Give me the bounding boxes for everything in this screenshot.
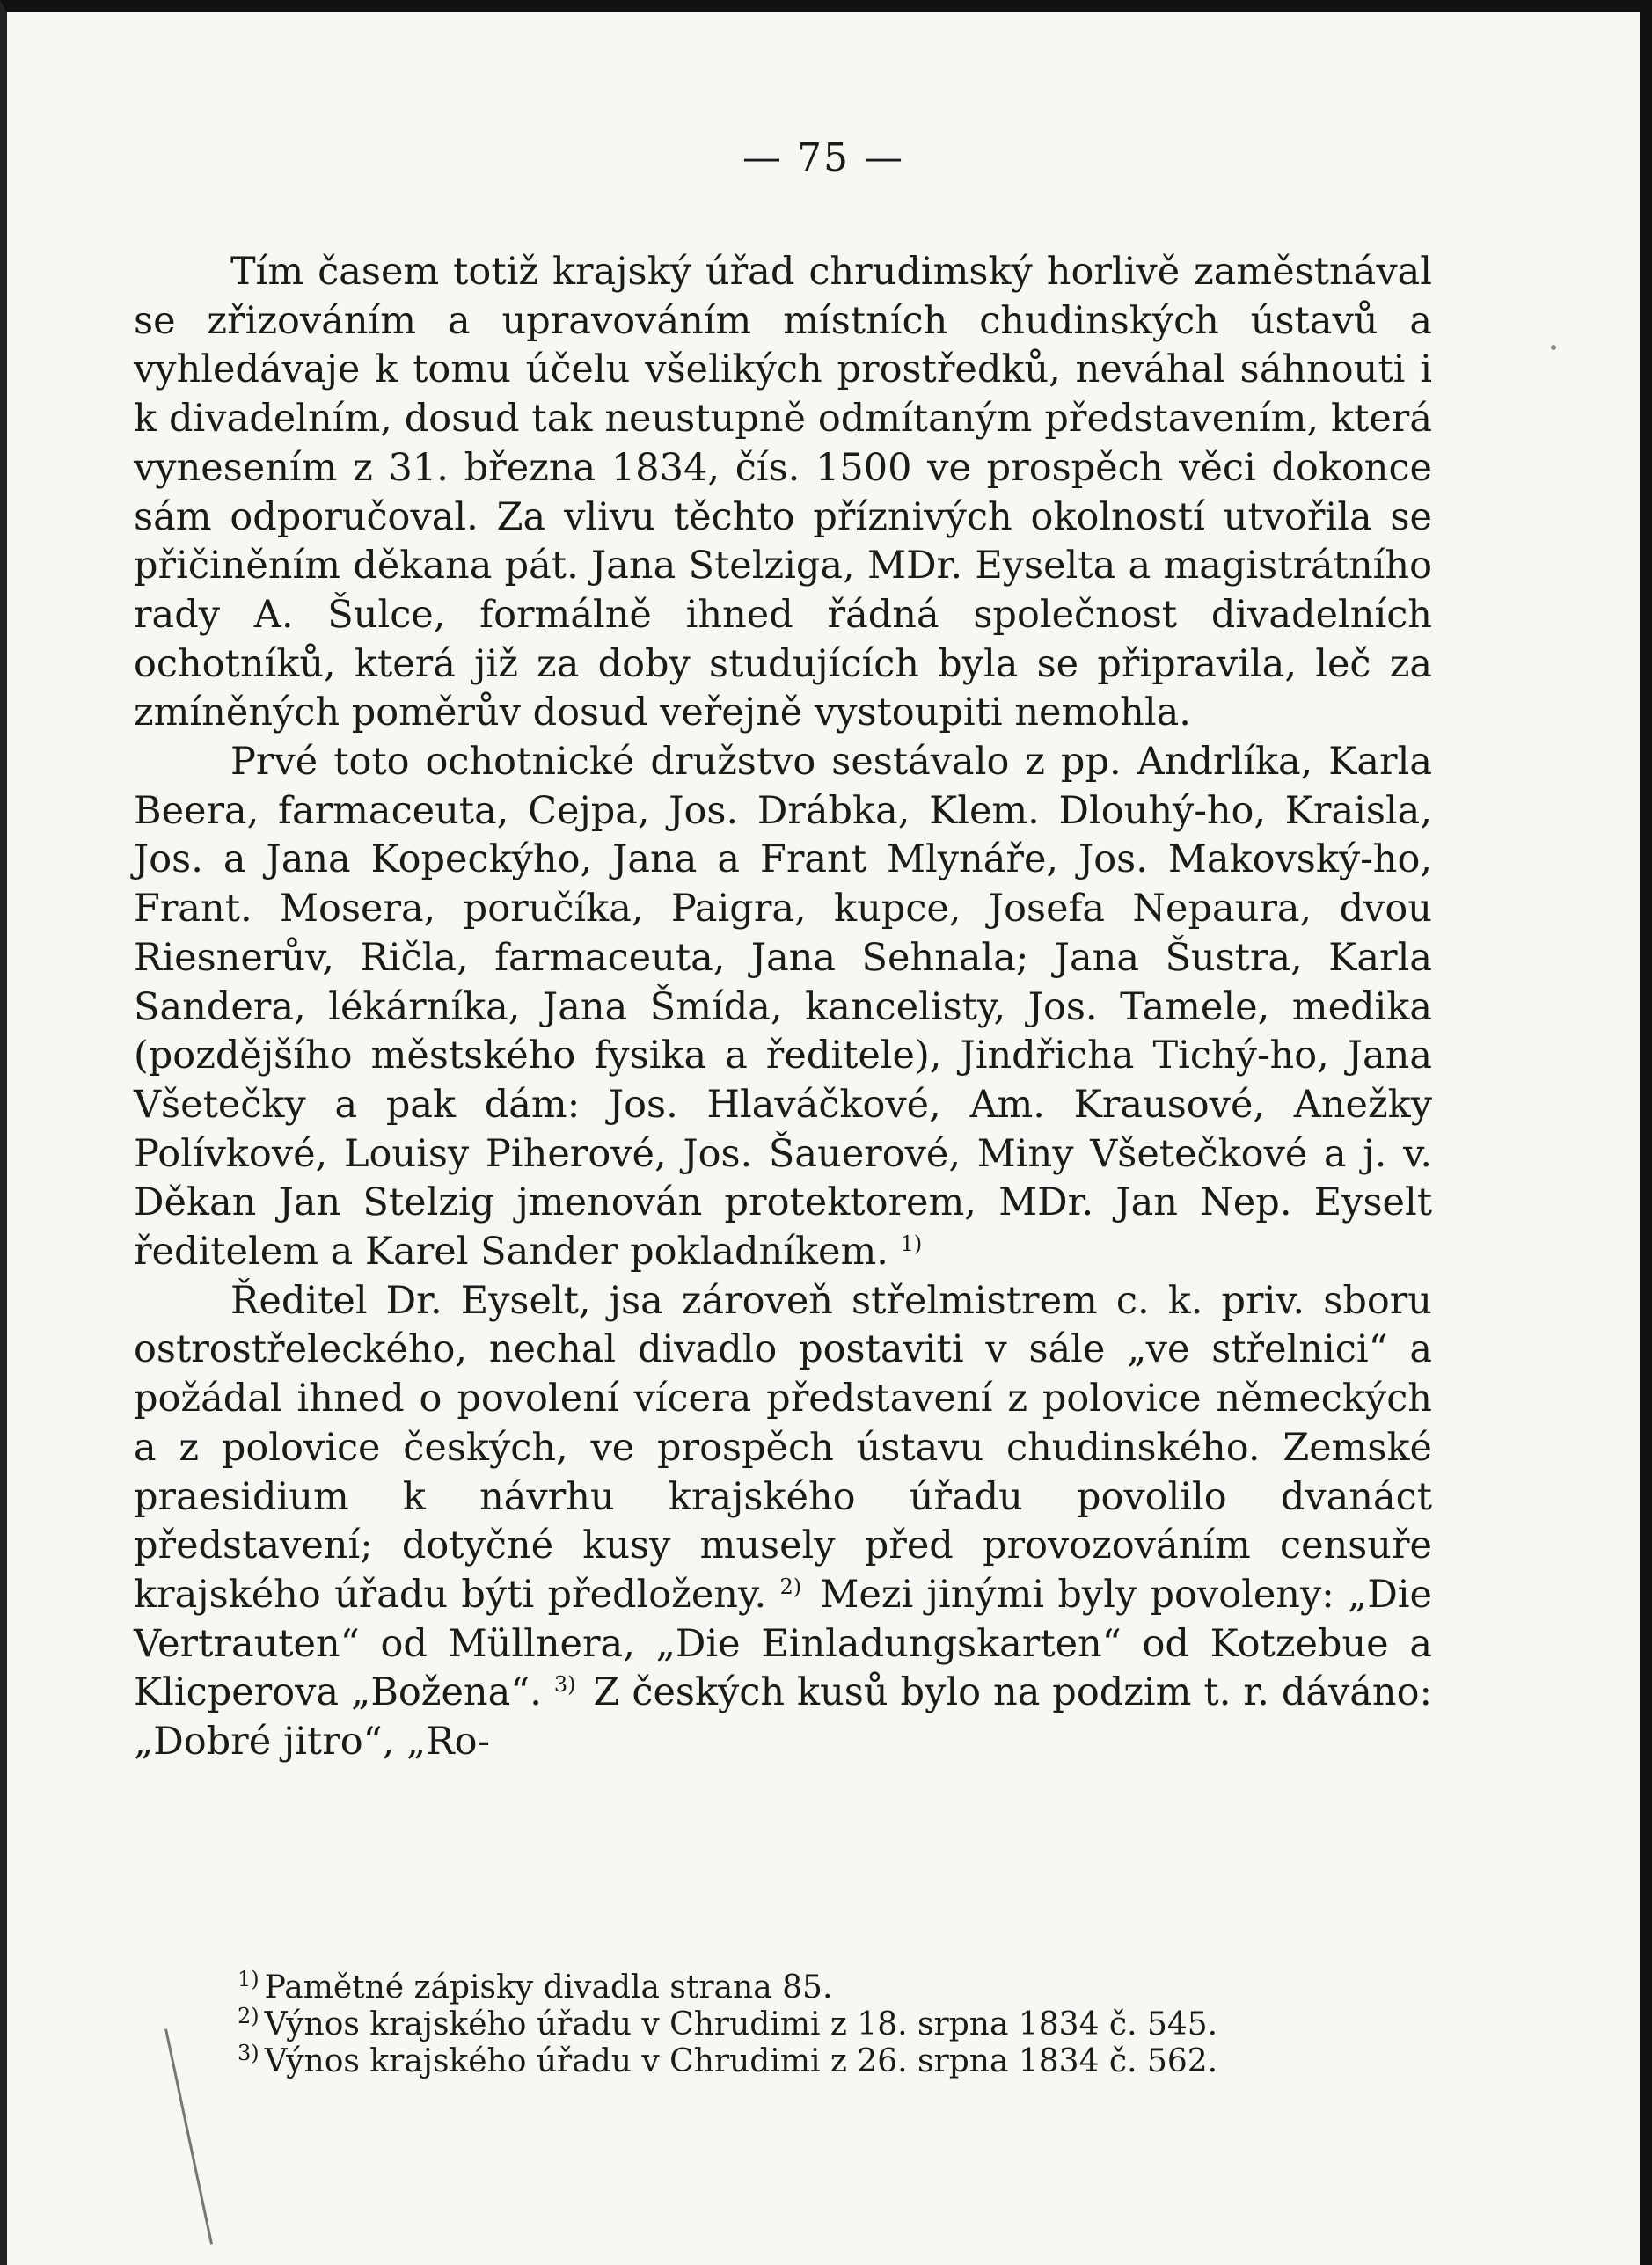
paragraph-3-continued: Mezi jinými byly povoleny: „Die Vertrauten“ od Müllnera, „Die Einladungskarten“ od Kotzebue a Klicperova „Božena“. (134, 1572, 1432, 1715)
footnote-2 (238, 2006, 1443, 2043)
footnote-text: Pamětné zápisky divadla strana 85. (264, 1969, 833, 2006)
footnote-mark: 3) (238, 2041, 259, 2065)
scan-artifact-line (164, 2028, 213, 2244)
paragraph-2-text: Prvé toto ochotnické družstvo sestávalo z pp. Andrlíka, Karla Beera, farmaceuta, Cejpa, Jos. Drábka, Klem. Dlouhý-ho, Kraisla, Jos. a Jana Kopeckýho, Jana a Frant Mlynáře, Jos. Makovský-ho, Frant. Mosera, poručíka, Paigra, kupce, Josefa Nepaura, dvou Riesnerův, Ričla, farmaceuta, Jana Sehnala; Jana Šustra, Karla Sandera, lékárníka, Jana Šmída, kancelisty, Jos. Tamele, medika (pozdějšího městského fysika a ředitele), Jindřicha Tichý-ho, Jana Všetečky a pak dám: Jos. Hlaváčkové, Am. Krausové, Anežky Polívkové, Louisy Piherové, Jos. Šauerové, Miny Všetečkové a j. v. Děkan Jan Stelzig jmenován protektorem, MDr. Jan Nep. Eyselt ředitelem a Karel Sander pokladníkem. (134, 740, 1432, 1275)
footnote-ref-2: 2) (779, 1574, 802, 1599)
footnotes (238, 1969, 1443, 2080)
scan-artifact-dot (1551, 345, 1556, 350)
paragraph-3-end: Z českých kusů bylo na podzim t. r. dáváno: „Dobré jitro“, „Ro- (134, 1670, 1432, 1765)
footnote-ref-1: 1) (900, 1231, 923, 1256)
paragraph-3 (134, 1277, 1432, 1767)
paragraph-1: Tím časem totiž krajský úřad chrudimský horlivě zaměstnával se zřizováním a upravováním místních chudinských ústavů a vyhledávaje k tomu účelu všelikých prostředků, neváhal sáhnouti i k divadelním, dosud tak neustupně odmítaným představením, která vynesením z 31. března 1834, čís. 1500 ve prospěch věci dokonce sám odporučoval. Za vlivu těchto příznivých okolností utvořila se přičiněním děkana pát. Jana Stelziga, MDr. Eyselta a magistrátního rady A. Šulce, formálně ihned řádná společnost divadelních ochotníků, která již za doby studujících byla se připravila, leč za zmíněných poměrův dosud veřejně vystoupiti nemohla. (134, 250, 1432, 735)
page-number: — 75 — (742, 135, 904, 180)
footnote-1 (238, 1969, 1443, 2006)
footnote-text: Výnos krajského úřadu v Chrudimi z 26. srpna 1834 č. 562. (264, 2043, 1218, 2079)
footnote-mark: 1) (238, 1967, 259, 1991)
paragraph-3-text: Ředitel Dr. Eyselt, jsa zároveň střelmistrem c. k. priv. sboru ostrostřeleckého, nechal divadlo postaviti v sále „ve střelnici“ a požádal ihned o povolení vícera představení z polovice německých a z polovice českých, ve prospěch ústavu chudinského. Zemské praesidium k návrhu krajského úřadu povolilo dvanáct představení; dotyčné kusy musely před provozováním censuře krajského úřadu býti předloženy. (134, 1278, 1432, 1617)
main-text (134, 248, 1432, 1767)
footnote-text: Výnos krajského úřadu v Chrudimi z 18. srpna 1834 č. 545. (264, 2006, 1218, 2042)
footnote-ref-3: 3) (553, 1672, 576, 1698)
footnote-mark: 2) (238, 2004, 259, 2028)
footnote-3 (238, 2043, 1443, 2080)
paragraph-2 (134, 738, 1432, 1277)
